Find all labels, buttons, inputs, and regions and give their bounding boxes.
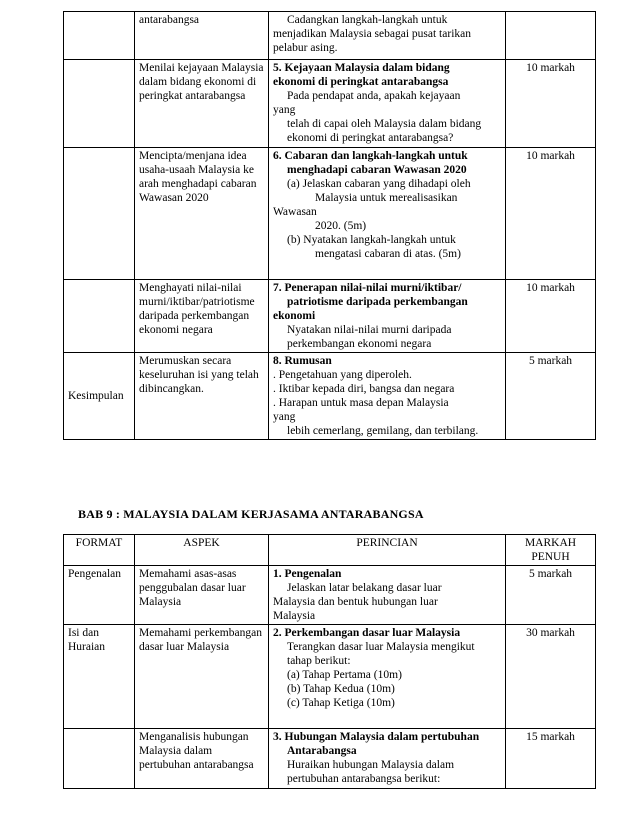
format-cell: Pengenalan — [64, 566, 135, 625]
perincian-line: (c) Tahap Ketiga (10m) — [287, 697, 395, 709]
markah-cell: 5 markah — [506, 566, 596, 625]
aspek-cell: Mencipta/menjana idea usaha-usaah Malaysia ke arah menghadapi cabaran Wawasan 2020 — [135, 148, 269, 280]
perincian-line: mengatasi cabaran di atas. (5m) — [315, 248, 461, 260]
markah-cell: 5 markah — [506, 353, 596, 440]
perincian-line: perkembangan ekonomi negara — [287, 338, 432, 350]
perincian-line: 7. Penerapan nilai-nilai murni/iktibar/ — [273, 282, 462, 294]
perincian-cell — [269, 566, 506, 625]
perincian-line: telah di capai oleh Malaysia dalam bidang — [287, 118, 482, 130]
perincian-line: (b) Tahap Kedua (10m) — [287, 683, 395, 695]
perincian-line: (a) Tahap Pertama (10m) — [287, 669, 402, 681]
perincian-line: ekonomi di peringkat antarabangsa — [273, 76, 449, 88]
perincian-line: . Pengetahuan yang diperoleh. — [273, 369, 412, 381]
table-row — [64, 280, 596, 353]
perincian-line: Cadangkan langkah-langkah untuk — [287, 14, 448, 26]
perincian-line: pelabur asing. — [273, 42, 338, 54]
perincian-cell — [269, 60, 506, 148]
aspek-cell: Memahami perkembangan dasar luar Malaysia — [135, 625, 269, 729]
aspek-cell: Menganalisis hubungan Malaysia dalam pertubuhan antarabangsa — [135, 729, 269, 789]
perincian-line: yang — [273, 104, 296, 116]
perincian-line: menghadapi cabaran Wawasan 2020 — [287, 164, 467, 176]
format-cell: Isi dan Huraian — [64, 625, 135, 729]
aspek-cell: Menilai kejayaan Malaysia dalam bidang ekonomi di peringkat antarabangsa — [135, 60, 269, 148]
perincian-line: 2. Perkembangan dasar luar Malaysia — [273, 627, 461, 639]
chapter-heading: BAB 9 : MALAYSIA DALAM KERJASAMA ANTARABANGSA — [78, 507, 424, 521]
header-row — [64, 535, 596, 566]
perincian-line: Antarabangsa — [287, 745, 357, 757]
table-row — [64, 566, 596, 625]
perincian-cell — [269, 12, 506, 60]
table-row — [64, 729, 596, 789]
aspek-cell: Merumuskan secara keseluruhan isi yang telah dibincangkan. — [135, 353, 269, 440]
perincian-cell — [269, 625, 506, 729]
perincian-line: 8. Rumusan — [273, 355, 332, 367]
aspek-cell: Menghayati nilai-nilai murni/iktibar/patriotisme daripada perkembangan ekonomi negara — [135, 280, 269, 353]
table-row — [64, 353, 596, 440]
header-format: FORMAT — [64, 535, 135, 566]
perincian-cell — [269, 353, 506, 440]
perincian-line: (a) Jelaskan cabaran yang dihadapi oleh — [287, 178, 471, 190]
header-markah: MARKAH PENUH — [506, 535, 596, 566]
aspek-cell: antarabangsa — [135, 12, 269, 60]
perincian-line: yang — [273, 411, 296, 423]
perincian-line: 5. Kejayaan Malaysia dalam bidang — [273, 62, 450, 74]
format-cell: Kesimpulan — [64, 353, 135, 440]
perincian-line: menjadikan Malaysia sebagai pusat tarikan — [273, 28, 471, 40]
markah-cell: 15 markah — [506, 729, 596, 789]
perincian-line: Jelaskan latar belakang dasar luar — [287, 582, 442, 594]
format-cell — [64, 60, 135, 148]
table-row — [64, 148, 596, 280]
aspek-cell: Memahami asas-asas penggubalan dasar luar Malaysia — [135, 566, 269, 625]
table-row — [64, 60, 596, 148]
perincian-cell — [269, 280, 506, 353]
markah-cell: 30 markah — [506, 625, 596, 729]
perincian-line: Wawasan — [273, 206, 317, 218]
markah-cell: 10 markah — [506, 60, 596, 148]
perincian-line: 1. Pengenalan — [273, 568, 342, 580]
format-cell — [64, 12, 135, 60]
perincian-line: pertubuhan antarabangsa berikut: — [287, 773, 441, 785]
markah-cell: 10 markah — [506, 148, 596, 280]
perincian-line: 3. Hubungan Malaysia dalam pertubuhan — [273, 731, 480, 743]
markah-cell — [506, 12, 596, 60]
table-row — [64, 625, 596, 729]
perincian-line: ekonomi — [273, 310, 316, 322]
perincian-line: lebih cemerlang, gemilang, dan terbilang. — [287, 425, 479, 437]
perincian-cell — [269, 729, 506, 789]
perincian-line: Pada pendapat anda, apakah kejayaan — [287, 90, 461, 102]
perincian-line: tahap berikut: — [287, 655, 351, 667]
perincian-line: . Iktibar kepada diri, bangsa dan negara — [273, 383, 455, 395]
perincian-line: ekonomi di peringkat antarabangsa? — [287, 132, 454, 144]
perincian-line: Malaysia — [273, 610, 316, 622]
format-cell — [64, 148, 135, 280]
perincian-line: (b) Nyatakan langkah-langkah untuk — [287, 234, 456, 246]
perincian-line: Malaysia dan bentuk hubungan luar — [273, 596, 438, 608]
perincian-line: Malaysia untuk merealisasikan — [315, 192, 458, 204]
perincian-cell — [269, 148, 506, 280]
format-cell — [64, 280, 135, 353]
perincian-line: Terangkan dasar luar Malaysia mengikut — [287, 641, 475, 653]
perincian-line: 2020. (5m) — [315, 220, 367, 232]
perincian-line: . Harapan untuk masa depan Malaysia — [273, 397, 449, 409]
perincian-line: Nyatakan nilai-nilai murni daripada — [287, 324, 452, 336]
perincian-line: patriotisme daripada perkembangan — [287, 296, 468, 308]
perincian-line: Huraikan hubungan Malaysia dalam — [287, 759, 455, 771]
table-row — [64, 12, 596, 60]
markah-cell: 10 markah — [506, 280, 596, 353]
format-cell — [64, 729, 135, 789]
marking-scheme-table-continued — [63, 11, 596, 440]
header-aspek: ASPEK — [135, 535, 269, 566]
perincian-line: 6. Cabaran dan langkah-langkah untuk — [273, 150, 468, 162]
header-perincian: PERINCIAN — [269, 535, 506, 566]
marking-scheme-table-bab9 — [63, 534, 596, 789]
